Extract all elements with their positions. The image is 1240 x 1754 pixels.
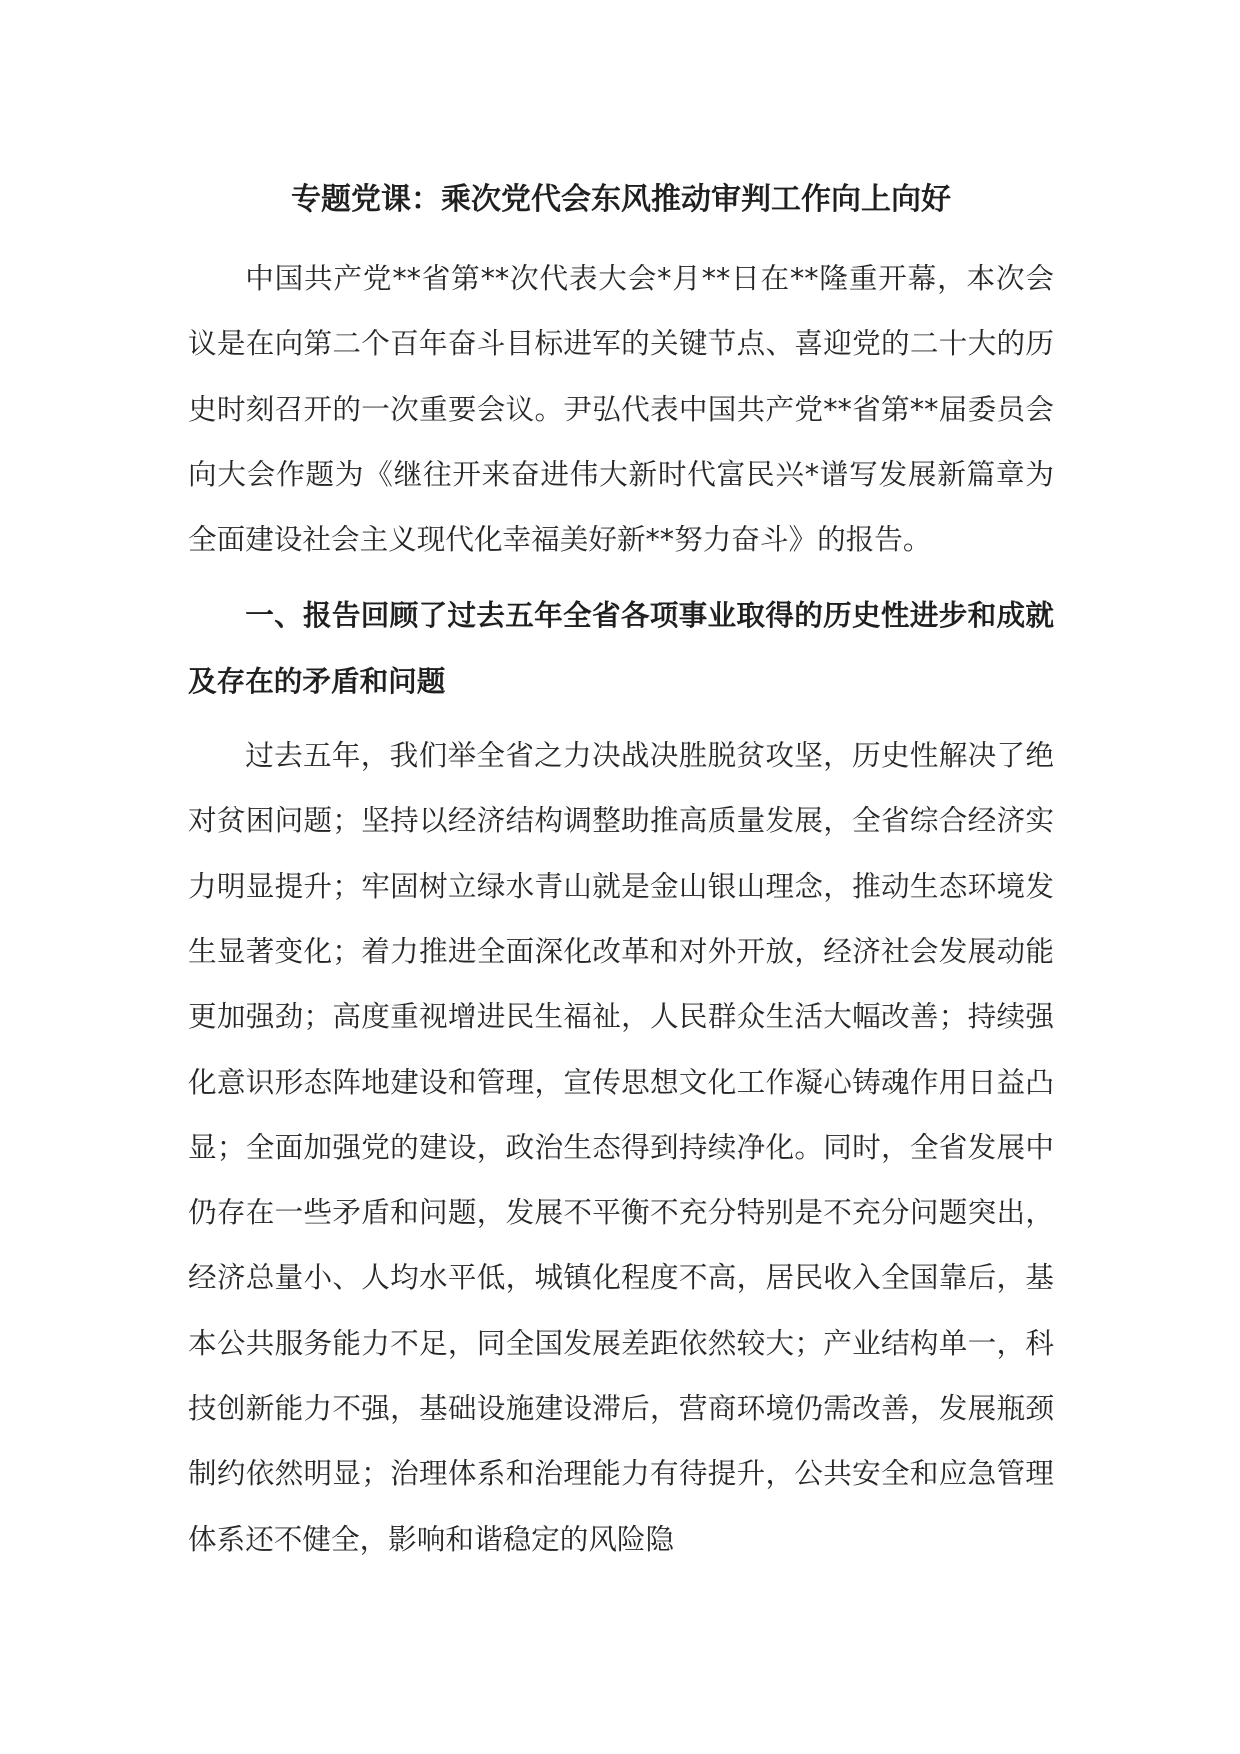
section-1-paragraph: 过去五年，我们举全省之力决战决胜脱贫攻坚，历史性解决了绝对贫困问题；坚持以经济结构调整助推高质量发展，全省综合经济实力明显提升；牢固树立绿水青山就是金山银山理念，推动生态环境发生显著变化；着力推进全面深化改革和对外开放，经济社会发展动能更加强劲；高度重视增进民生福祉，人民群众生活大幅改善；持续强化意识形态阵地建设和管理，宣传思想文化工作凝心铸魂作用日益凸显；全面加强党的建设，政治生态得到持续净化。同时，全省发展中仍存在一些矛盾和问题，发展不平衡不充分特别是不充分问题突出，经济总量小、人均水平低，城镇化程度不高，居民收入全国靠后，基本公共服务能力不足，同全国发展差距依然较大；产业结构单一，科技创新能力不强，基础设施建设滞后，营商环境仍需改善，发展瓶颈制约依然明显；治理体系和治理能力有待提升，公共安全和应急管理体系还不健全，影响和谐稳定的风险隐 — [188, 738, 1054, 1556]
intro-paragraph: 中国共产党**省第**次代表大会*月**日在**隆重开幕，本次会议是在向第二个百年奋斗目标进军的关键节点、喜迎党的二十大的历史时刻召开的一次重要会议。尹弘代表中国共产党**省第**届委员会向大会作题为《继往开来奋进伟大新时代富民兴*谱写发展新篇章为全面建设社会主义现代化幸福美好新**努力奋斗》的报告。 — [188, 261, 1054, 557]
section-heading-1: 一、报告回顾了过去五年全省各项事业取得的历史性进步和成就及存在的矛盾和问题 — [188, 598, 1054, 698]
document-title: 专题党课：乘次党代会东风推动审判工作向上向好 — [291, 182, 951, 217]
document-content — [188, 168, 1054, 1572]
